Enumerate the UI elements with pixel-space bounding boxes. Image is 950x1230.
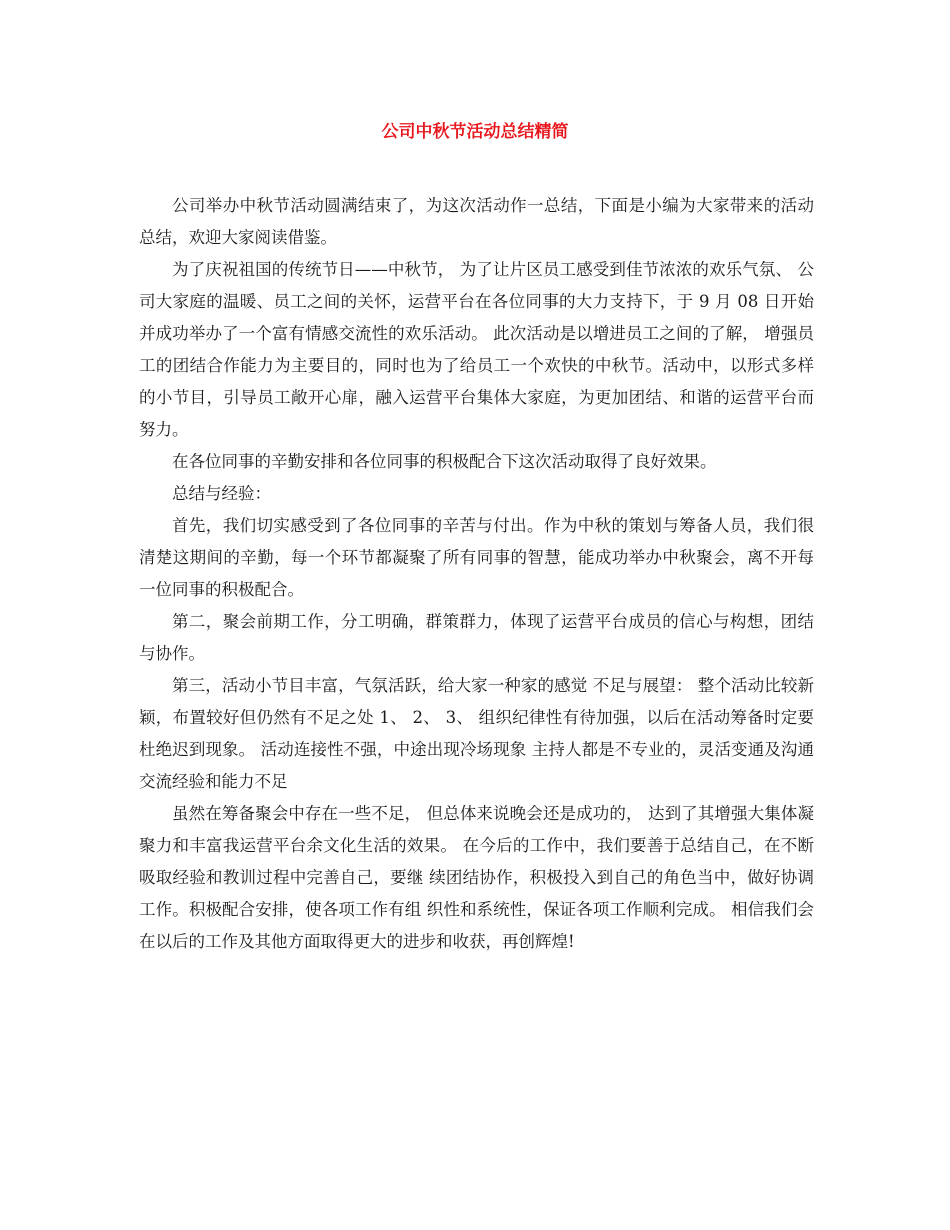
paragraph-second: 第二，聚会前期工作，分工明确，群策群力，体现了运营平台成员的信心与构想，团结 与协作。 bbox=[139, 612, 814, 663]
paragraph-intro: 公司举办中秋节活动圆满结束了，为这次活动作一总结，下面是小编为大家带来的活动总结，欢迎大家阅读借鉴。 bbox=[139, 196, 814, 247]
paragraph-result: 在各位同事的辛勤安排和各位同事的积极配合下这次活动取得了良好效果。 bbox=[172, 452, 717, 471]
paragraph-third: 第三，活动小节目丰富，气氛活跃，给大家一种家的感觉 不足与展望： 整个活动比较新颖，布置较好但仍然有不足之处 1、 2、 3、 组织纪律性有待加强，以后在活动筹备时定要杜绝迟到现象。 活动连接性不强，中途出现冷场现象 主持人都是不专业的，灵活变通及沟通交流经验和能力不足 bbox=[139, 676, 814, 791]
paragraph-first: 首先，我们切实感受到了各位同事的辛苦与付出。作为中秋的策划与筹备人员，我们很 清楚这期间的辛勤，每一个环节都凝聚了所有同事的智慧，能成功举办中秋聚会，离不开每 一位同事的积极配合。 bbox=[139, 516, 814, 599]
document-body bbox=[139, 190, 814, 958]
paragraph-background: 为了庆祝祖国的传统节日——中秋节， 为了让片区员工感受到佳节浓浓的欢乐气氛、 公 司大家庭的温暖、员工之间的关怀，运营平台在各位同事的大力支持下，于 9 月 08 日开始 并成功举办了一个富有情感交流性的欢乐活动。 此次活动是以增进员工之间的了解， 增强员 工的团结合作能力为主要目的，同时也为了给员工一个欢快的中秋节。活动中，以形式多样 的小节目，引导员工敞开心扉，融入运营平台集体大家庭，为更加团结、和谐的运营平台而 努力。 bbox=[139, 260, 814, 439]
paragraph-conclusion: 虽然在筹备聚会中存在一些不足， 但总体来说晚会还是成功的， 达到了其增强大集体凝 聚力和丰富我运营平台余文化生活的效果。 在今后的工作中，我们要善于总结自己，在不断吸取经验和教训过程中完善自己，要继 续团结协作，积极投入到自己的角色当中，做好协调工作。积极配合安排，使各项工作有组 织性和系统性，保证各项工作顺利完成。 相信我们会在以后的工作及其他方面取得更大的进步和收获，再创辉煌! bbox=[139, 804, 814, 951]
section-heading-summary: 总结与经验： bbox=[172, 484, 271, 503]
document-title: 公司中秋节活动总结精简 bbox=[381, 122, 569, 142]
